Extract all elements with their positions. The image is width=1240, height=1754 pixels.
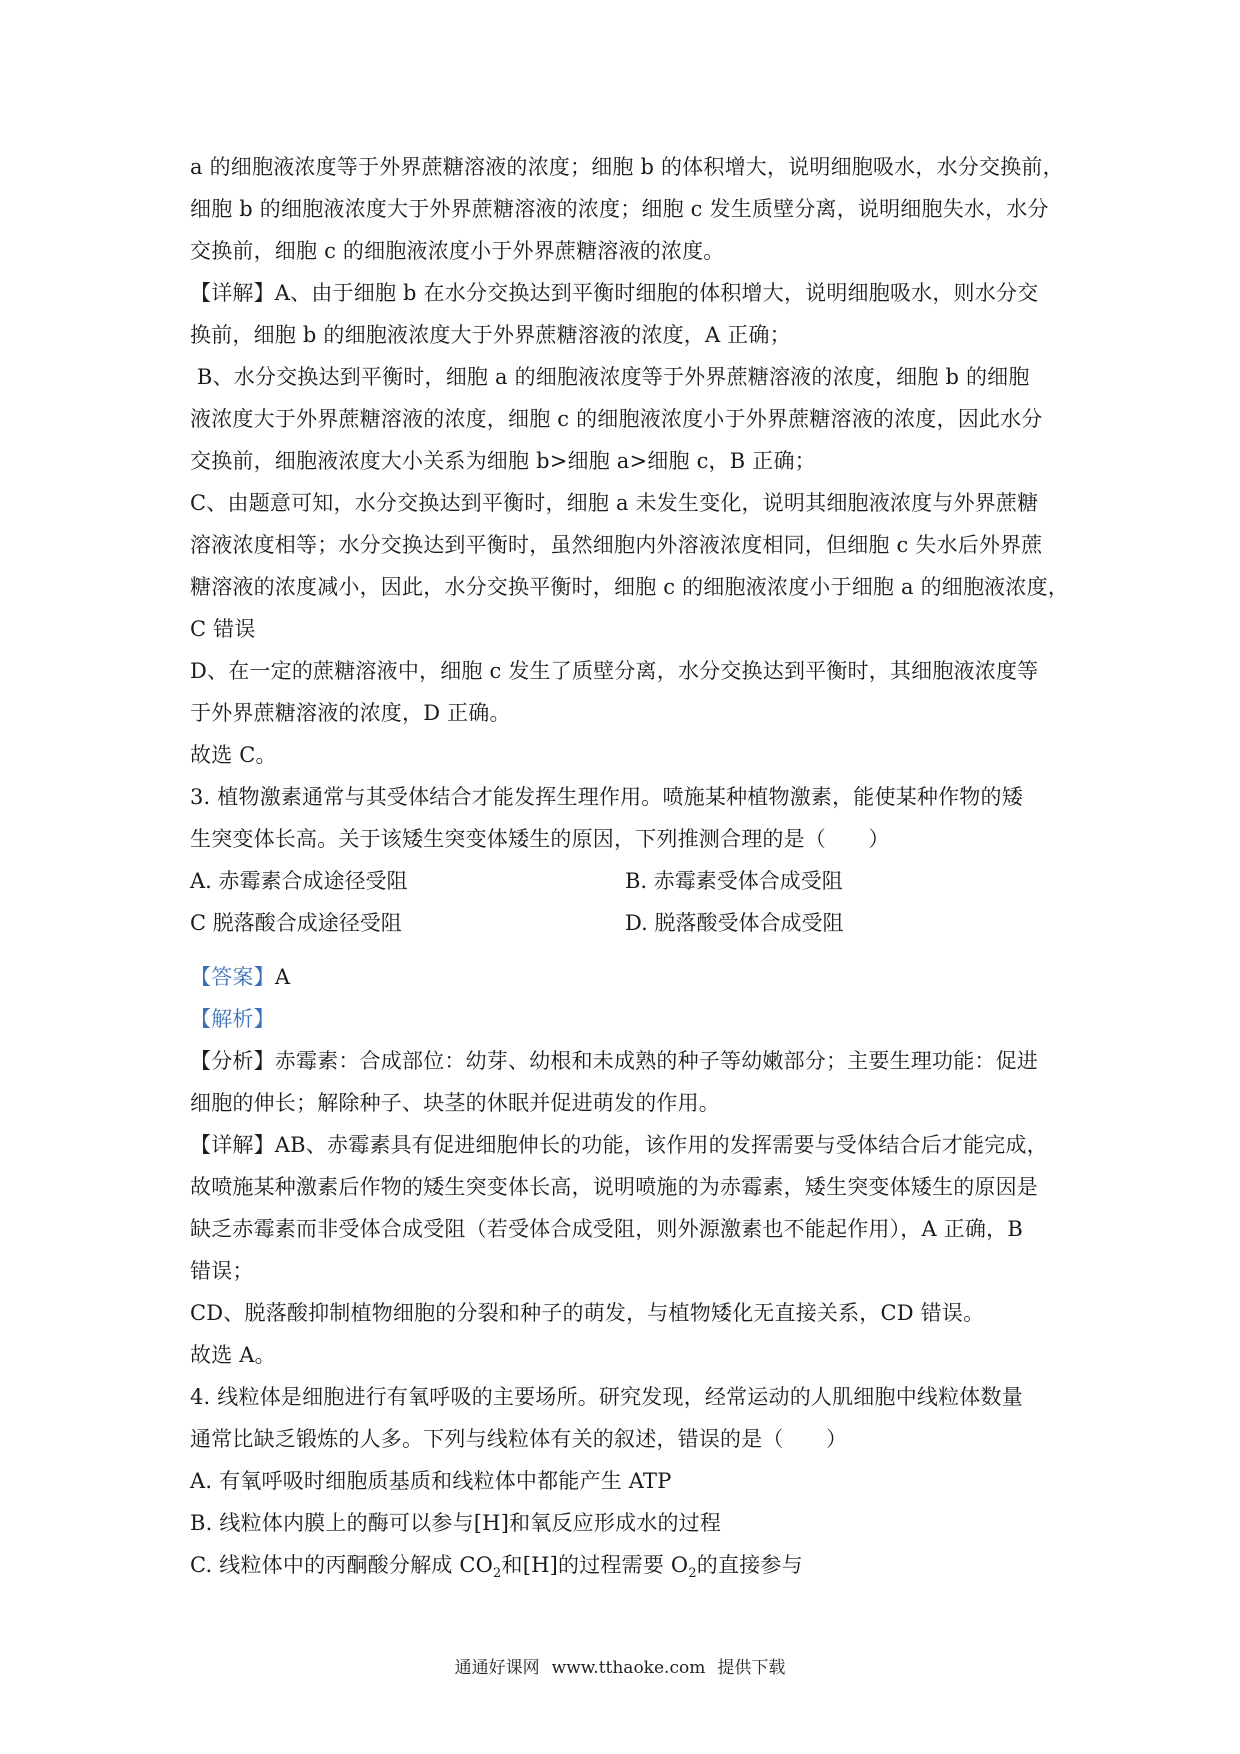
page-content: [190, 146, 1069, 1586]
text-line: 故选 C。: [190, 743, 277, 767]
text-line: 液浓度大于外界蔗糖溶液的浓度，细胞 c 的细胞液浓度小于外界蔗糖溶液的浓度，因此水分: [190, 407, 1043, 431]
text-line: D、在一定的蔗糖溶液中，细胞 c 发生了质壁分离，水分交换达到平衡时，其细胞液浓度等: [190, 659, 1039, 683]
option-d: D. 脱落酸受体合成受阻: [625, 911, 844, 935]
text-line: 缺乏赤霉素而非受体合成受阻（若受体合成受阻，则外源激素也不能起作用），A 正确，B: [190, 1217, 1023, 1241]
footer-note: 提供下载: [717, 1658, 786, 1678]
text-line: CD、脱落酸抑制植物细胞的分裂和种子的萌发，与植物矮化无直接关系，CD 错误。: [190, 1301, 985, 1325]
option-c-text: C. 线粒体中的丙酮酸分解成 CO: [190, 1553, 494, 1577]
option-c-text: 的直接参与: [696, 1553, 803, 1577]
option-c-text: 和[H]的过程需要 O: [501, 1553, 689, 1577]
option-b: B. 赤霉素受体合成受阻: [625, 869, 843, 893]
top-lines: [190, 146, 1069, 860]
answer-line: [190, 956, 1060, 998]
mid-lines: [190, 1040, 1060, 1586]
question-3-stem: 3. 植物激素通常与其受体结合才能发挥生理作用。喷施某种植物激素，能使某种作物的矮: [190, 785, 1023, 809]
text-line: 细胞的伸长；解除种子、块茎的休眠并促进萌发的作用。: [190, 1091, 720, 1115]
text-line: 故选 A。: [190, 1343, 276, 1367]
option-c: C 脱落酸合成途径受阻: [190, 911, 402, 935]
subscript: 2: [688, 1566, 697, 1582]
text-line: 细胞 b 的细胞液浓度大于外界蔗糖溶液的浓度；细胞 c 发生质壁分离，说明细胞失水，水分: [190, 197, 1049, 221]
text-line: 溶液浓度相等；水分交换达到平衡时，虽然细胞内外溶液浓度相同，但细胞 c 失水后外界蔗: [190, 533, 1043, 557]
text-line: B、水分交换达到平衡时，细胞 a 的细胞液浓度等于外界蔗糖溶液的浓度，细胞 b 的细胞: [190, 365, 1030, 389]
text-line: 交换前，细胞 c 的细胞液浓度小于外界蔗糖溶液的浓度。: [190, 239, 725, 263]
text-line: 错误；: [190, 1259, 254, 1283]
answer-label: 【答案】: [190, 965, 275, 989]
analysis-label: 【解析】: [190, 1007, 275, 1031]
text-line: C 错误: [190, 617, 256, 641]
option-b: B. 线粒体内膜上的酶可以参与[H]和氧反应形成水的过程: [190, 1511, 722, 1535]
question-3-options-row-1: [190, 860, 1060, 902]
question-4-stem: 通常比缺乏锻炼的人多。下列与线粒体有关的叙述，错误的是（ ）: [190, 1427, 848, 1451]
text-line: C、由题意可知，水分交换达到平衡时，细胞 a 未发生变化，说明其细胞液浓度与外界蔗糖: [190, 491, 1039, 515]
text-line: 于外界蔗糖溶液的浓度，D 正确。: [190, 701, 511, 725]
spacer: [190, 944, 1060, 956]
footer-url[interactable]: www.tthaoke.com: [551, 1658, 706, 1678]
subscript: 2: [493, 1566, 502, 1582]
question-4-stem: 4. 线粒体是细胞进行有氧呼吸的主要场所。研究发现，经常运动的人肌细胞中线粒体数量: [190, 1385, 1023, 1409]
text-line: 【分析】赤霉素：合成部位：幼芽、幼根和未成熟的种子等幼嫩部分；主要生理功能：促进: [190, 1049, 1038, 1073]
page-footer: [0, 1653, 1240, 1678]
footer-brand: 通通好课网: [454, 1658, 540, 1678]
text-line: 【详解】AB、赤霉素具有促进细胞伸长的功能，该作用的发挥需要与受体结合后才能完成，: [190, 1133, 1048, 1157]
text-line: 交换前，细胞液浓度大小关系为细胞 b>细胞 a>细胞 c，B 正确；: [190, 449, 816, 473]
text-line: 【详解】A、由于细胞 b 在水分交换达到平衡时细胞的体积增大，说明细胞吸水，则水分交: [190, 281, 1039, 305]
text-line: 糖溶液的浓度减小，因此，水分交换平衡时，细胞 c 的细胞液浓度小于细胞 a 的细胞液浓度，: [190, 575, 1069, 599]
option-c: [190, 1544, 1060, 1586]
option-a: A. 赤霉素合成途径受阻: [190, 869, 408, 893]
question-3-options-row-2: [190, 902, 1060, 944]
text-line: 故喷施某种激素后作物的矮生突变体长高，说明喷施的为赤霉素，矮生突变体矮生的原因是: [190, 1175, 1038, 1199]
question-3-stem: 生突变体长高。关于该矮生突变体矮生的原因，下列推测合理的是（ ）: [190, 827, 890, 851]
text-line: a 的细胞液浓度等于外界蔗糖溶液的浓度；细胞 b 的体积增大，说明细胞吸水，水分交换前，: [190, 155, 1064, 179]
answer-value: A: [274, 965, 291, 989]
text-line: 换前，细胞 b 的细胞液浓度大于外界蔗糖溶液的浓度，A 正确；: [190, 323, 791, 347]
option-a: A. 有氧呼吸时细胞质基质和线粒体中都能产生 ATP: [190, 1469, 672, 1493]
